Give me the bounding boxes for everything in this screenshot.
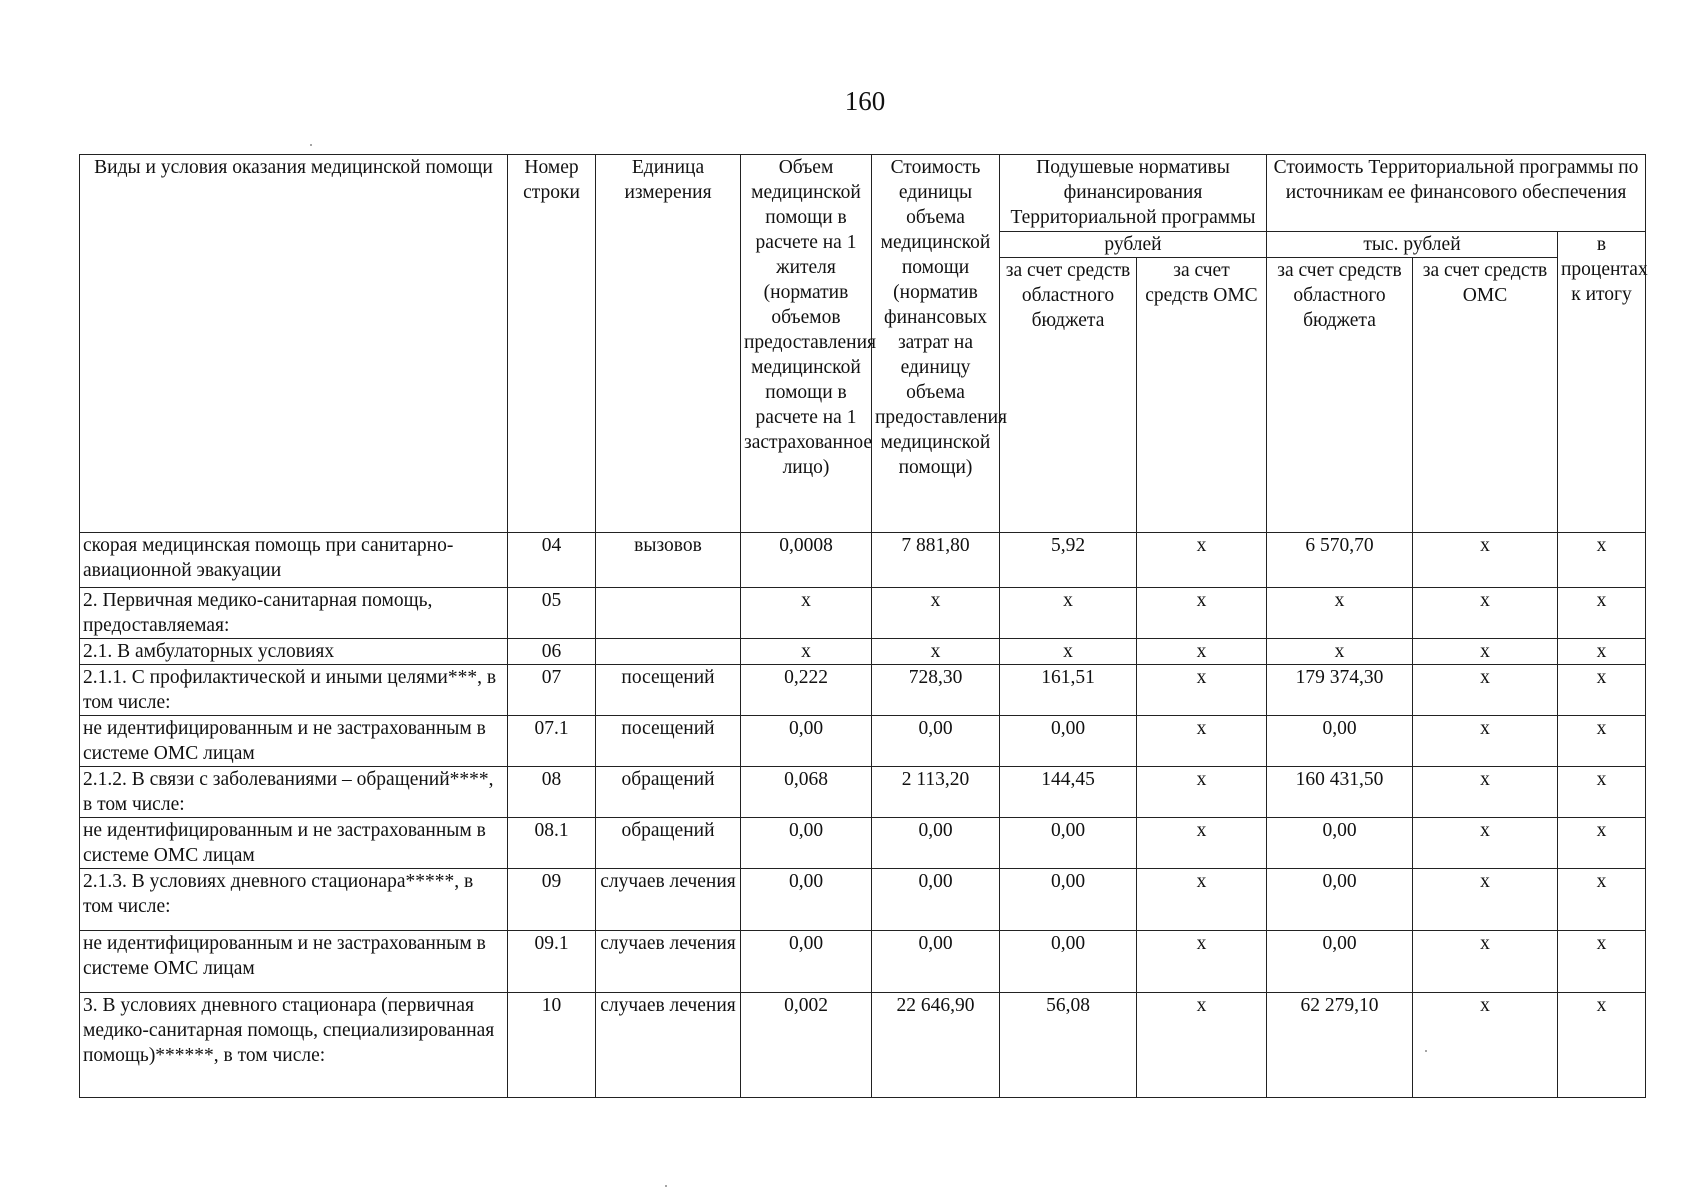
row-cost-budget: 62 279,10 — [1267, 993, 1413, 1098]
row-per-capita-oms: х — [1137, 533, 1267, 588]
scan-speck — [665, 1185, 667, 1187]
row-unit-cost: 0,00 — [872, 716, 1000, 767]
row-unit-cost: 0,00 — [872, 818, 1000, 869]
row-percent: х — [1558, 588, 1646, 639]
row-name: 2.1.2. В связи с заболеваниями – обращений****, в том числе: — [80, 767, 508, 818]
row-volume: 0,222 — [741, 665, 872, 716]
row-per-capita-oms: х — [1137, 818, 1267, 869]
row-unit — [596, 639, 741, 665]
row-volume: 0,00 — [741, 716, 872, 767]
row-cost-budget: 179 374,30 — [1267, 665, 1413, 716]
row-number: 09.1 — [508, 931, 596, 993]
row-percent: х — [1558, 818, 1646, 869]
row-per-capita-oms: х — [1137, 716, 1267, 767]
table-row — [80, 588, 1646, 639]
row-name: 2.1. В амбулаторных условиях — [80, 639, 508, 665]
row-number: 08.1 — [508, 818, 596, 869]
row-number: 08 — [508, 767, 596, 818]
header-thousand-rubles: тыс. рублей — [1267, 232, 1558, 258]
row-percent: х — [1558, 533, 1646, 588]
row-cost-oms: х — [1413, 639, 1558, 665]
table-row — [80, 931, 1646, 993]
header-cost-oms: за счет средств ОМС — [1413, 258, 1558, 533]
header-cost-budget: за счет средств областного бюджета — [1267, 258, 1413, 533]
header-unit-cost: Стоимость единицы объема медицинской помощи (норматив финансовых затрат на единицу объема предоставления медицинской помощи) — [872, 155, 1000, 533]
scan-speck — [1425, 1050, 1427, 1052]
row-per-capita-oms: х — [1137, 639, 1267, 665]
row-unit-cost: 0,00 — [872, 931, 1000, 993]
table-row — [80, 639, 1646, 665]
row-cost-budget: 0,00 — [1267, 869, 1413, 931]
row-cost-oms: х — [1413, 665, 1558, 716]
row-unit: обращений — [596, 818, 741, 869]
row-unit: случаев лечения — [596, 993, 741, 1098]
row-per-capita-oms: х — [1137, 931, 1267, 993]
row-percent: х — [1558, 993, 1646, 1098]
row-name: не идентифицированным и не застрахованным в системе ОМС лицам — [80, 716, 508, 767]
row-per-capita-budget: 56,08 — [1000, 993, 1137, 1098]
row-cost-oms: х — [1413, 767, 1558, 818]
row-per-capita-budget: х — [1000, 639, 1137, 665]
row-cost-budget: 6 570,70 — [1267, 533, 1413, 588]
header-per-capita-oms: за счет средств ОМС — [1137, 258, 1267, 533]
row-per-capita-oms: х — [1137, 767, 1267, 818]
row-volume: 0,00 — [741, 818, 872, 869]
row-cost-budget: 0,00 — [1267, 818, 1413, 869]
row-cost-oms: х — [1413, 869, 1558, 931]
header-types: Виды и условия оказания медицинской помощи — [80, 155, 508, 533]
scan-speck — [310, 144, 312, 146]
row-per-capita-budget: 5,92 — [1000, 533, 1137, 588]
row-per-capita-budget: 0,00 — [1000, 716, 1137, 767]
row-unit: посещений — [596, 665, 741, 716]
row-cost-oms: х — [1413, 588, 1558, 639]
row-cost-oms: х — [1413, 533, 1558, 588]
row-unit-cost: х — [872, 639, 1000, 665]
table-row — [80, 993, 1646, 1098]
row-cost-oms: х — [1413, 931, 1558, 993]
page-number: 160 — [844, 86, 886, 116]
table-row — [80, 533, 1646, 588]
row-volume: 0,0008 — [741, 533, 872, 588]
row-unit-cost: 0,00 — [872, 869, 1000, 931]
row-percent: х — [1558, 639, 1646, 665]
row-unit: случаев лечения — [596, 931, 741, 993]
row-name: 2. Первичная медико-санитарная помощь, предоставляемая: — [80, 588, 508, 639]
row-cost-budget: 0,00 — [1267, 716, 1413, 767]
row-cost-budget: 160 431,50 — [1267, 767, 1413, 818]
header-program-cost-group: Стоимость Территориальной программы по источникам ее финансового обеспечения — [1267, 155, 1646, 232]
row-percent: х — [1558, 665, 1646, 716]
row-per-capita-budget: 0,00 — [1000, 869, 1137, 931]
row-percent: х — [1558, 716, 1646, 767]
row-unit-cost: 728,30 — [872, 665, 1000, 716]
row-unit-cost: 7 881,80 — [872, 533, 1000, 588]
row-cost-oms: х — [1413, 993, 1558, 1098]
row-unit: вызовов — [596, 533, 741, 588]
row-name: 2.1.3. В условиях дневного стационара*****, в том числе: — [80, 869, 508, 931]
row-number: 09 — [508, 869, 596, 931]
header-rubles: рублей — [1000, 232, 1267, 258]
row-unit-cost: 22 646,90 — [872, 993, 1000, 1098]
row-unit: посещений — [596, 716, 741, 767]
row-volume: 0,068 — [741, 767, 872, 818]
table-body — [80, 533, 1646, 1098]
row-number: 06 — [508, 639, 596, 665]
header-row-number: Номер строки — [508, 155, 596, 533]
row-volume: 0,00 — [741, 931, 872, 993]
row-cost-oms: х — [1413, 818, 1558, 869]
header-unit: Единица измерения — [596, 155, 741, 533]
row-per-capita-oms: х — [1137, 869, 1267, 931]
table-row — [80, 767, 1646, 818]
row-unit: обращений — [596, 767, 741, 818]
row-volume: 0,002 — [741, 993, 872, 1098]
header-percent: в процентах к итогу — [1558, 232, 1646, 533]
table-row — [80, 665, 1646, 716]
row-per-capita-budget: 0,00 — [1000, 818, 1137, 869]
row-per-capita-budget: 144,45 — [1000, 767, 1137, 818]
row-name: не идентифицированным и не застрахованным в системе ОМС лицам — [80, 931, 508, 993]
row-name: скорая медицинская помощь при санитарно-авиационной эвакуации — [80, 533, 508, 588]
header-per-capita-budget: за счет средств областного бюджета — [1000, 258, 1137, 533]
row-per-capita-oms: х — [1137, 588, 1267, 639]
row-number: 07.1 — [508, 716, 596, 767]
row-per-capita-budget: 161,51 — [1000, 665, 1137, 716]
row-name: 3. В условиях дневного стационара (первичная медико-санитарная помощь, специализированная помощь)******, в том числе: — [80, 993, 508, 1098]
financing-table — [79, 154, 1646, 1098]
row-cost-oms: х — [1413, 716, 1558, 767]
row-per-capita-oms: х — [1137, 665, 1267, 716]
row-number: 05 — [508, 588, 596, 639]
row-name: 2.1.1. С профилактической и иными целями***, в том числе: — [80, 665, 508, 716]
row-unit: случаев лечения — [596, 869, 741, 931]
table-row — [80, 818, 1646, 869]
row-percent: х — [1558, 869, 1646, 931]
row-name: не идентифицированным и не застрахованным в системе ОМС лицам — [80, 818, 508, 869]
row-volume: х — [741, 588, 872, 639]
row-per-capita-budget: х — [1000, 588, 1137, 639]
row-number: 10 — [508, 993, 596, 1098]
row-percent: х — [1558, 931, 1646, 993]
row-cost-budget: х — [1267, 588, 1413, 639]
row-unit — [596, 588, 741, 639]
row-cost-budget: 0,00 — [1267, 931, 1413, 993]
row-per-capita-oms: х — [1137, 993, 1267, 1098]
row-per-capita-budget: 0,00 — [1000, 931, 1137, 993]
row-cost-budget: х — [1267, 639, 1413, 665]
row-volume: 0,00 — [741, 869, 872, 931]
table-row — [80, 716, 1646, 767]
row-number: 04 — [508, 533, 596, 588]
header-per-capita-group: Подушевые нормативы финансирования Территориальной программы — [1000, 155, 1267, 232]
row-unit-cost: х — [872, 588, 1000, 639]
row-unit-cost: 2 113,20 — [872, 767, 1000, 818]
row-number: 07 — [508, 665, 596, 716]
row-percent: х — [1558, 767, 1646, 818]
header-volume: Объем медицинской помощи в расчете на 1 жителя (норматив объемов предоставления медицинской помощи в расчете на 1 застрахованное лицо) — [741, 155, 872, 533]
table-row — [80, 869, 1646, 931]
row-volume: х — [741, 639, 872, 665]
